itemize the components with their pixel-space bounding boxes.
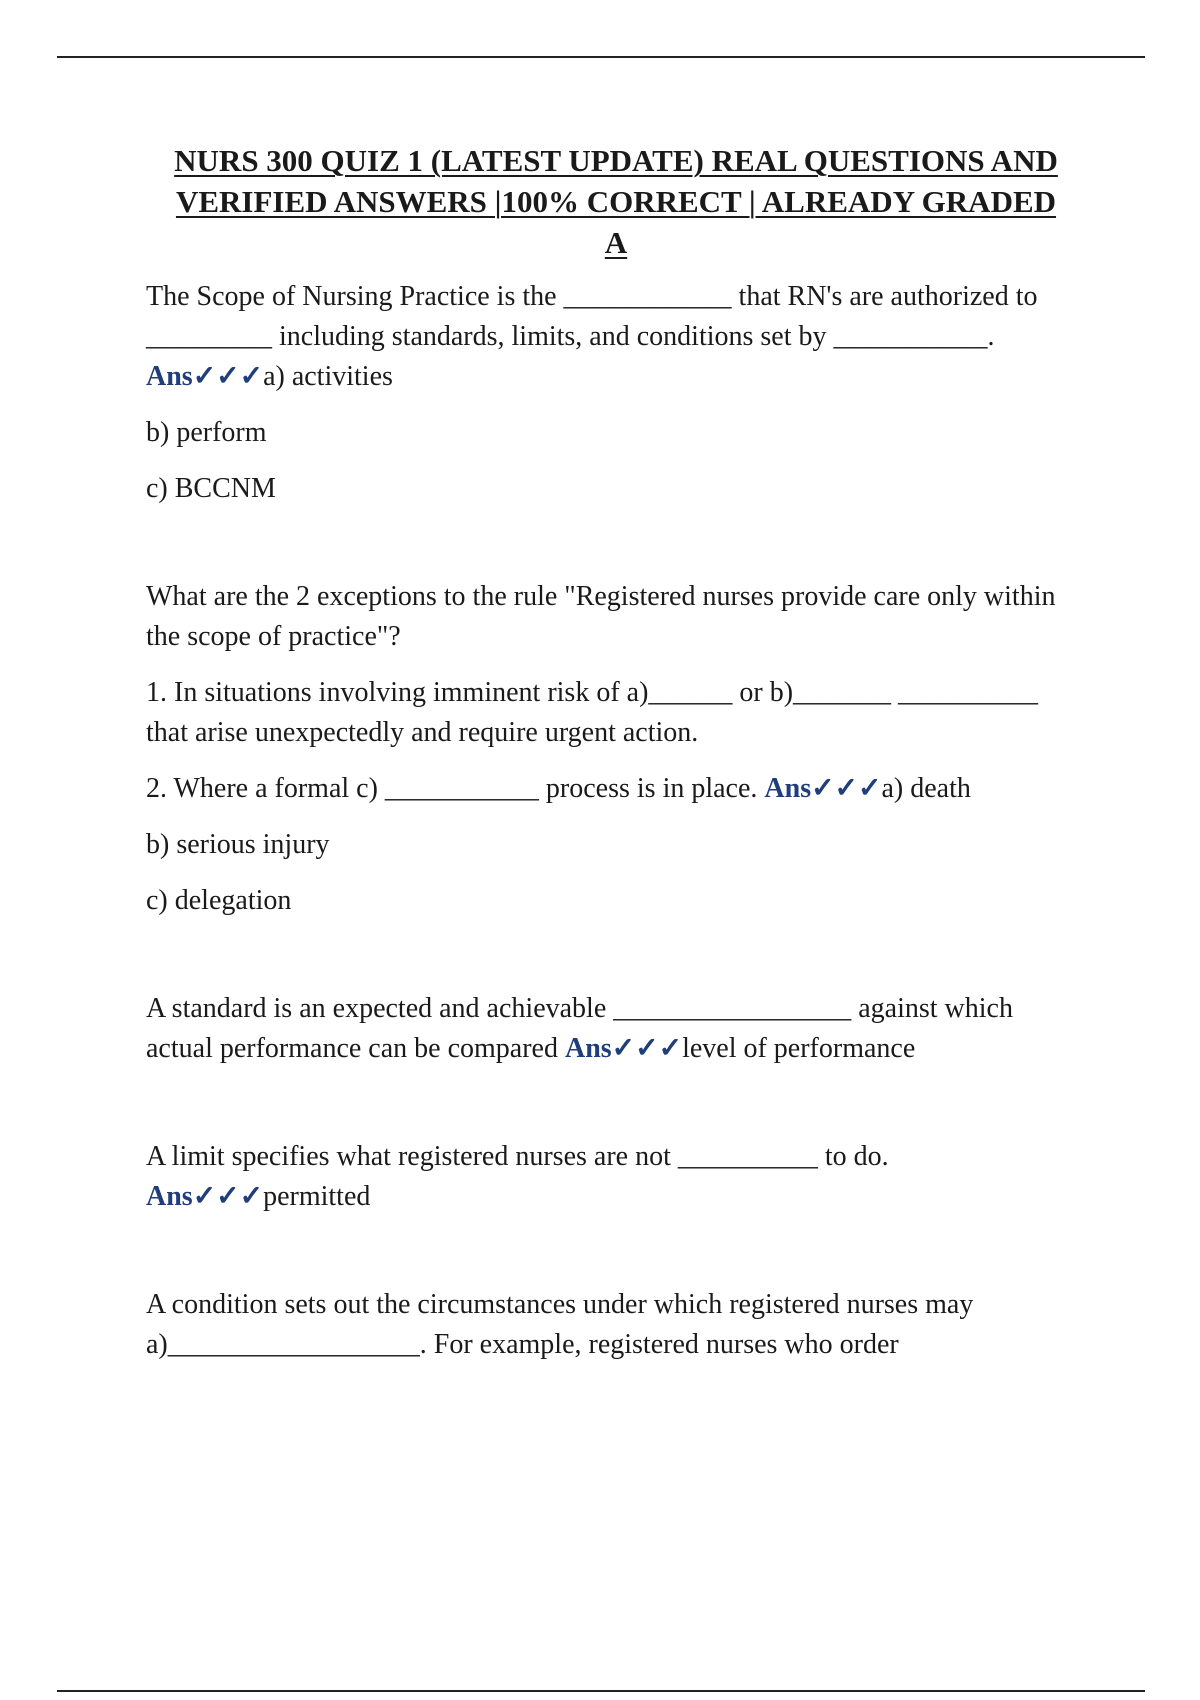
- question-2-answer-c: c) delegation: [146, 885, 292, 916]
- question-5: A condition sets out the circumstances under which registered nurses may a)__________________. For example, registered nurses who order: [146, 1289, 974, 1360]
- question-2: What are the 2 exceptions to the rule "Registered nurses provide care only within the scope of practice"?: [146, 581, 1056, 652]
- document-title: [146, 140, 1086, 263]
- footer-rule: [57, 1690, 1145, 1692]
- question-1-answer-c: c) BCCNM: [146, 473, 276, 504]
- question-1-answer-a: a) activities: [263, 361, 393, 392]
- answer-marker: Ans✓✓✓: [564, 1033, 683, 1064]
- question-2-item-2-text: 2. Where a formal c) ___________ process is in place.: [146, 773, 758, 804]
- title-line-3: A: [604, 225, 628, 260]
- question-3: [146, 989, 1086, 1069]
- title-line-1: NURS 300 QUIZ 1 (LATEST UPDATE) REAL QUESTIONS AND: [174, 143, 1058, 178]
- question-4-answer: permitted: [263, 1181, 371, 1212]
- question-4: [146, 1137, 1086, 1217]
- document-page: [146, 140, 1086, 1365]
- question-3-text: A standard is an expected and achievable _________________ against which actual performance can be compared: [146, 993, 1013, 1064]
- question-2-item-1: 1. In situations involving imminent risk of a)______ or b)_______ __________ that arise unexpectedly and require urgent action.: [146, 677, 1039, 748]
- title-line-2: VERIFIED ANSWERS |100% CORRECT | ALREADY GRADED: [175, 184, 1057, 219]
- question-2-item-2: [146, 769, 1086, 809]
- question-2-answer-b: b) serious injury: [146, 829, 330, 860]
- question-2-answer-a: a) death: [881, 773, 971, 804]
- question-1-text: The Scope of Nursing Practice is the ____________ that RN's are authorized to _________ including standards, limits, and conditions set by ___________.: [146, 281, 1038, 352]
- question-4-text: A limit specifies what registered nurses are not __________ to do.: [146, 1141, 889, 1172]
- header-rule: [57, 56, 1145, 58]
- answer-marker: Ans✓✓✓: [146, 1181, 264, 1212]
- question-3-answer: level of performance: [682, 1033, 916, 1064]
- question-1: [146, 277, 1086, 397]
- question-1-answer-b: b) perform: [146, 417, 267, 448]
- answer-marker: Ans✓✓✓: [146, 361, 264, 392]
- answer-marker: Ans✓✓✓: [764, 773, 882, 804]
